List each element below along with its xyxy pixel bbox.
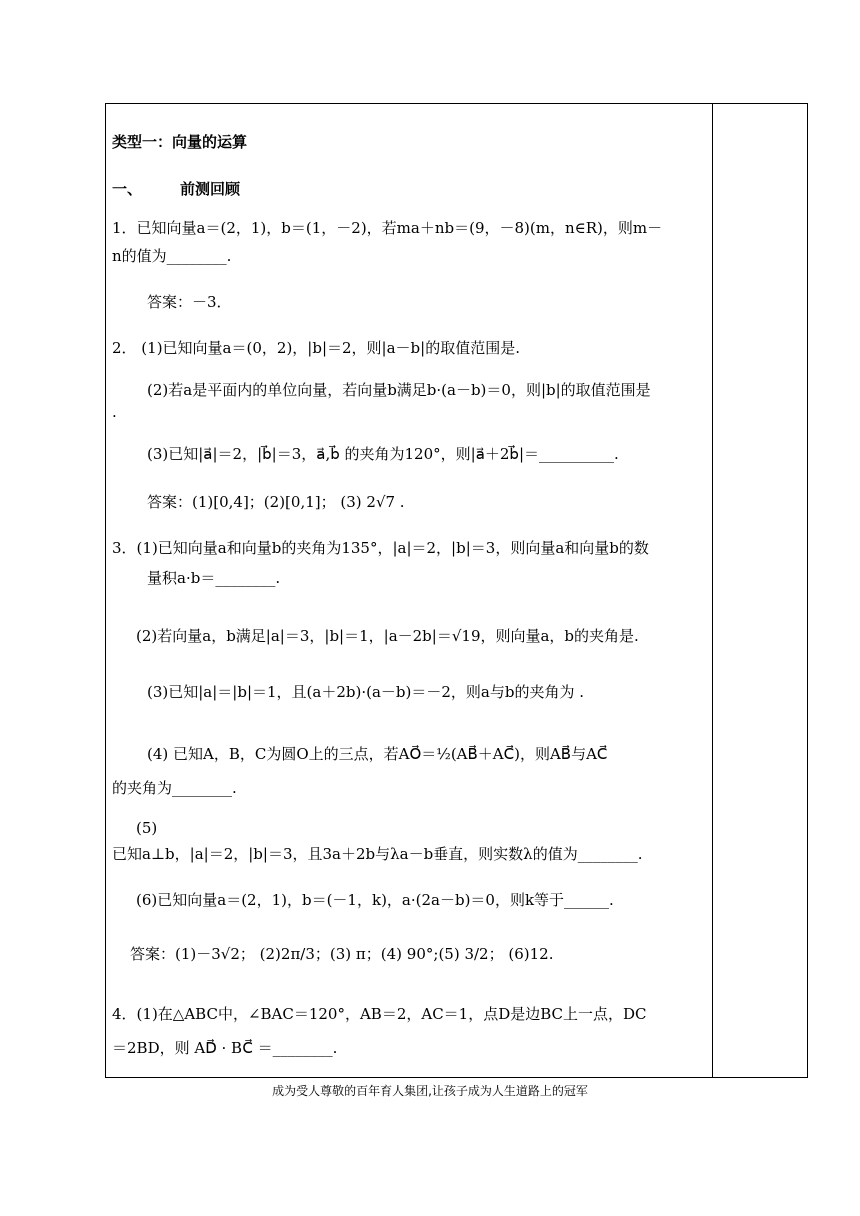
q3-answer: 答案：(1)－3√2； (2)2π/3；(3) π；(4) 90°;(5) 3/2； (6)12. (130, 945, 554, 963)
q3-part1: 3．(1)已知向量a和向量b的夹角为135°，|a|＝2，|b|＝3，则向量a和向量b的数 (112, 539, 649, 557)
q3-part4-cont: 的夹角为________. (112, 779, 237, 797)
q2-part1: 2． (1)已知向量a＝(0，2)，|b|＝2，则|a－b|的取值范围是. (112, 339, 520, 357)
q3-part3: (3)已知|a|＝|b|＝1，且(a＋2b)·(a－b)＝－2，则a与b的夹角为 . (147, 683, 584, 701)
q4-part1: 4．(1)在△ABC中，∠BAC＝120°，AB＝2，AC＝1，点D是边BC上一点，DC (112, 1005, 647, 1023)
q3-part1-cont: 量积a·b＝________. (147, 569, 281, 587)
q2-answer: 答案：(1)[0,4]；(2)[0,1]； (3) 2√7 . (147, 493, 405, 511)
page-footer: 成为受人尊敬的百年育人集团,让孩子成为人生道路上的冠军 (272, 1084, 588, 1098)
q3-part5: 已知a⊥b，|a|＝2，|b|＝3，且3a＋2b与λa－b垂直，则实数λ的值为________. (112, 845, 643, 863)
q2-part3: (3)已知|a⃗|＝2，|b⃗|＝3，a⃗,b⃗ 的夹角为120°，则|a⃗＋2b⃗|＝__________. (147, 445, 619, 463)
q1-line2: n的值为________. (112, 247, 232, 265)
q1-answer: 答案：－3． (147, 293, 232, 311)
q4-part1-cont: ＝2BD，则 AD⃗ · BC⃗ ＝________. (112, 1039, 338, 1057)
q1-line1: 1．已知向量a＝(2，1)，b＝(1，－2)，若ma＋nb＝(9，－8)(m，n∈R)，则m－ (112, 219, 663, 237)
section-heading: 类型一：向量的运算 (112, 133, 248, 151)
column-divider (712, 103, 713, 1078)
q3-part4: (4) 已知A，B，C为圆O上的三点，若AO⃗＝½(AB⃗＋AC⃗)，则AB⃗与AC⃗ (147, 745, 608, 763)
subsection-title: 前测回顾 (180, 180, 241, 198)
subsection-number: 一、 (112, 180, 143, 198)
q3-part2: (2)若向量a，b满足|a|＝3，|b|＝1，|a－2b|＝√19，则向量a，b的夹角是. (136, 627, 639, 645)
q2-part2-end: . (112, 403, 117, 421)
q3-part5-label: (5) (136, 819, 158, 837)
q2-part2: (2)若a是平面内的单位向量，若向量b满足b·(a－b)＝0，则|b|的取值范围是 (147, 381, 651, 399)
subsection-heading (112, 177, 240, 201)
q3-part6: (6)已知向量a＝(2，1)，b＝(－1，k)，a·(2a－b)＝0，则k等于______. (136, 891, 614, 909)
